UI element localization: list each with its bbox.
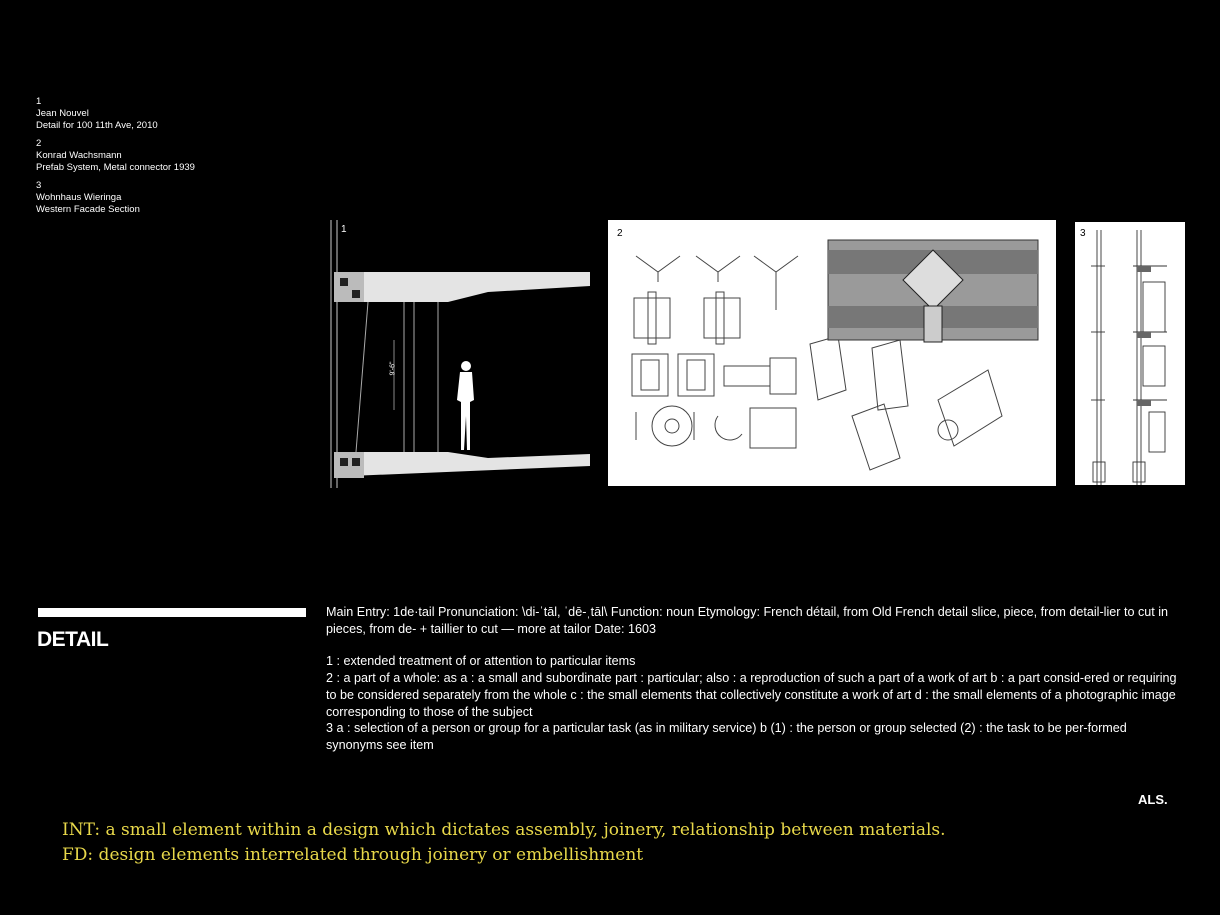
section-title: DETAIL [37,628,109,651]
caption-1 [36,96,195,132]
figure-captions [36,96,195,222]
caption-work: Western Facade Section [36,204,140,215]
caption-author: Jean Nouvel [36,108,89,119]
definition-entry: Main Entry: 1de·tail Pronunciation: \di-ˈtāl, ˈdē-ˌtāl\ Function: noun Etymology: French détail, from Old French detail slice, piece, from detail-lier to cut in pieces, from de- + taillier to cut — more at tailor Date: 1603 [326,605,1169,636]
author-initials: ALS. [1138,792,1168,807]
caption-number: 2 [36,138,42,149]
figure-3-number: 3 [1080,228,1086,239]
caption-work: Detail for 100 11th Ave, 2010 [36,120,158,131]
metal-connector-drawings [608,220,1056,486]
caption-2 [36,138,195,174]
figure-1-section-drawing [328,220,590,488]
dictionary-definition [326,604,1186,754]
figure-1-number: 1 [341,224,347,235]
human-figure-silhouette [457,361,474,450]
definition-sense-3: 3 a : selection of a person or group for a particular task (as in military service) b (1) : the person or group selected (2) : the task to be per-formed [326,721,1127,736]
caption-author: Konrad Wachsmann [36,150,122,161]
figure-2-number: 2 [617,228,623,239]
figure-2-connector-sketches [608,220,1056,486]
caption-author: Wohnhaus Wieringa [36,192,122,203]
caption-number: 1 [36,96,42,107]
interior-definition-note: INT: a small element within a design which dictates assembly, joinery, relationship between materials. [62,820,946,840]
definition-sense-1: 1 : extended treatment of or attention to particular items [326,654,636,669]
furniture-design-definition-note: FD: design elements interrelated through joinery or embellishment [62,845,644,865]
caption-work: Prefab System, Metal connector 1939 [36,162,195,173]
definition-sense-2: 2 : a part of a whole: as a : a small and subordinate part : particular; also : a reproduction of such a part of a work of art b : a part consid-ered or requiring to be considered separately from the whole c : the small elements that collectively constitute a work of art d : the small elements of a photographic image corresponding to those of the subject [326,671,1177,719]
definition-synonyms: synonyms see item [326,737,434,752]
figure-3-facade-section [1075,222,1185,485]
facade-section-drawing [328,220,590,488]
dimension-label: 9'-6" [389,361,397,376]
caption-number: 3 [36,180,42,191]
western-facade-section-drawing [1075,222,1185,485]
heading-rule [38,608,306,617]
caption-3 [36,180,195,216]
hatched-joint-drawing [828,240,1038,342]
